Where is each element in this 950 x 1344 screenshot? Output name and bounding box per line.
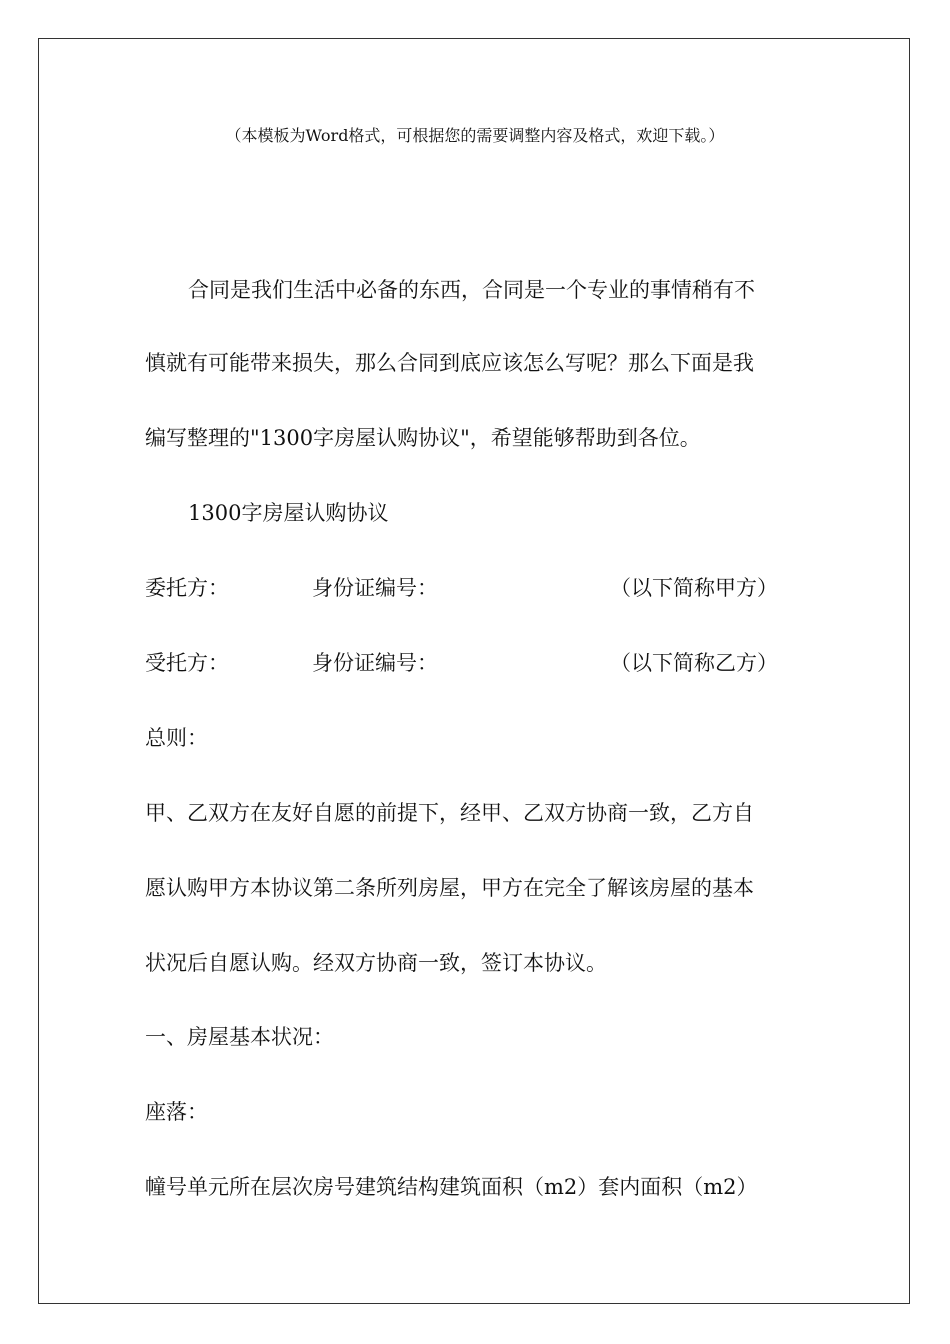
general-body-line-3: 状况后自愿认购。经双方协商一致，签订本协议。 (145, 951, 607, 975)
template-notice: （本模板为Word格式，可根据您的需要调整内容及格式，欢迎下载。） (225, 126, 725, 145)
party-a-role: 委托方： (145, 576, 229, 600)
party-b-alias: （以下简称乙方） (610, 651, 778, 675)
intro-line-1: 合同是我们生活中必备的东西，合同是一个专业的事情稍有不 (188, 278, 755, 302)
party-a-id-label: 身份证编号： (312, 576, 438, 600)
document-title: 1300字房屋认购协议 (188, 501, 389, 525)
intro-line-3: 编写整理的"1300字房屋认购协议"，希望能够帮助到各位。 (145, 426, 701, 450)
general-heading: 总则： (145, 726, 208, 750)
general-body-line-2: 愿认购甲方本协议第二条所列房屋，甲方在完全了解该房屋的基本 (145, 876, 754, 900)
party-a-alias: （以下简称甲方） (610, 576, 778, 600)
table-header-line: 幢号单元所在层次房号建筑结构建筑面积（m2）套内面积（m2） (145, 1175, 758, 1199)
location-label: 座落： (145, 1100, 208, 1124)
general-body-line-1: 甲、乙双方在友好自愿的前提下，经甲、乙双方协商一致，乙方自 (145, 801, 754, 825)
intro-line-2: 慎就有可能带来损失，那么合同到底应该怎么写呢？那么下面是我 (145, 351, 754, 375)
section-1-heading: 一、房屋基本状况： (145, 1025, 334, 1049)
party-b-role: 受托方： (145, 651, 229, 675)
party-b-id-label: 身份证编号： (312, 651, 438, 675)
